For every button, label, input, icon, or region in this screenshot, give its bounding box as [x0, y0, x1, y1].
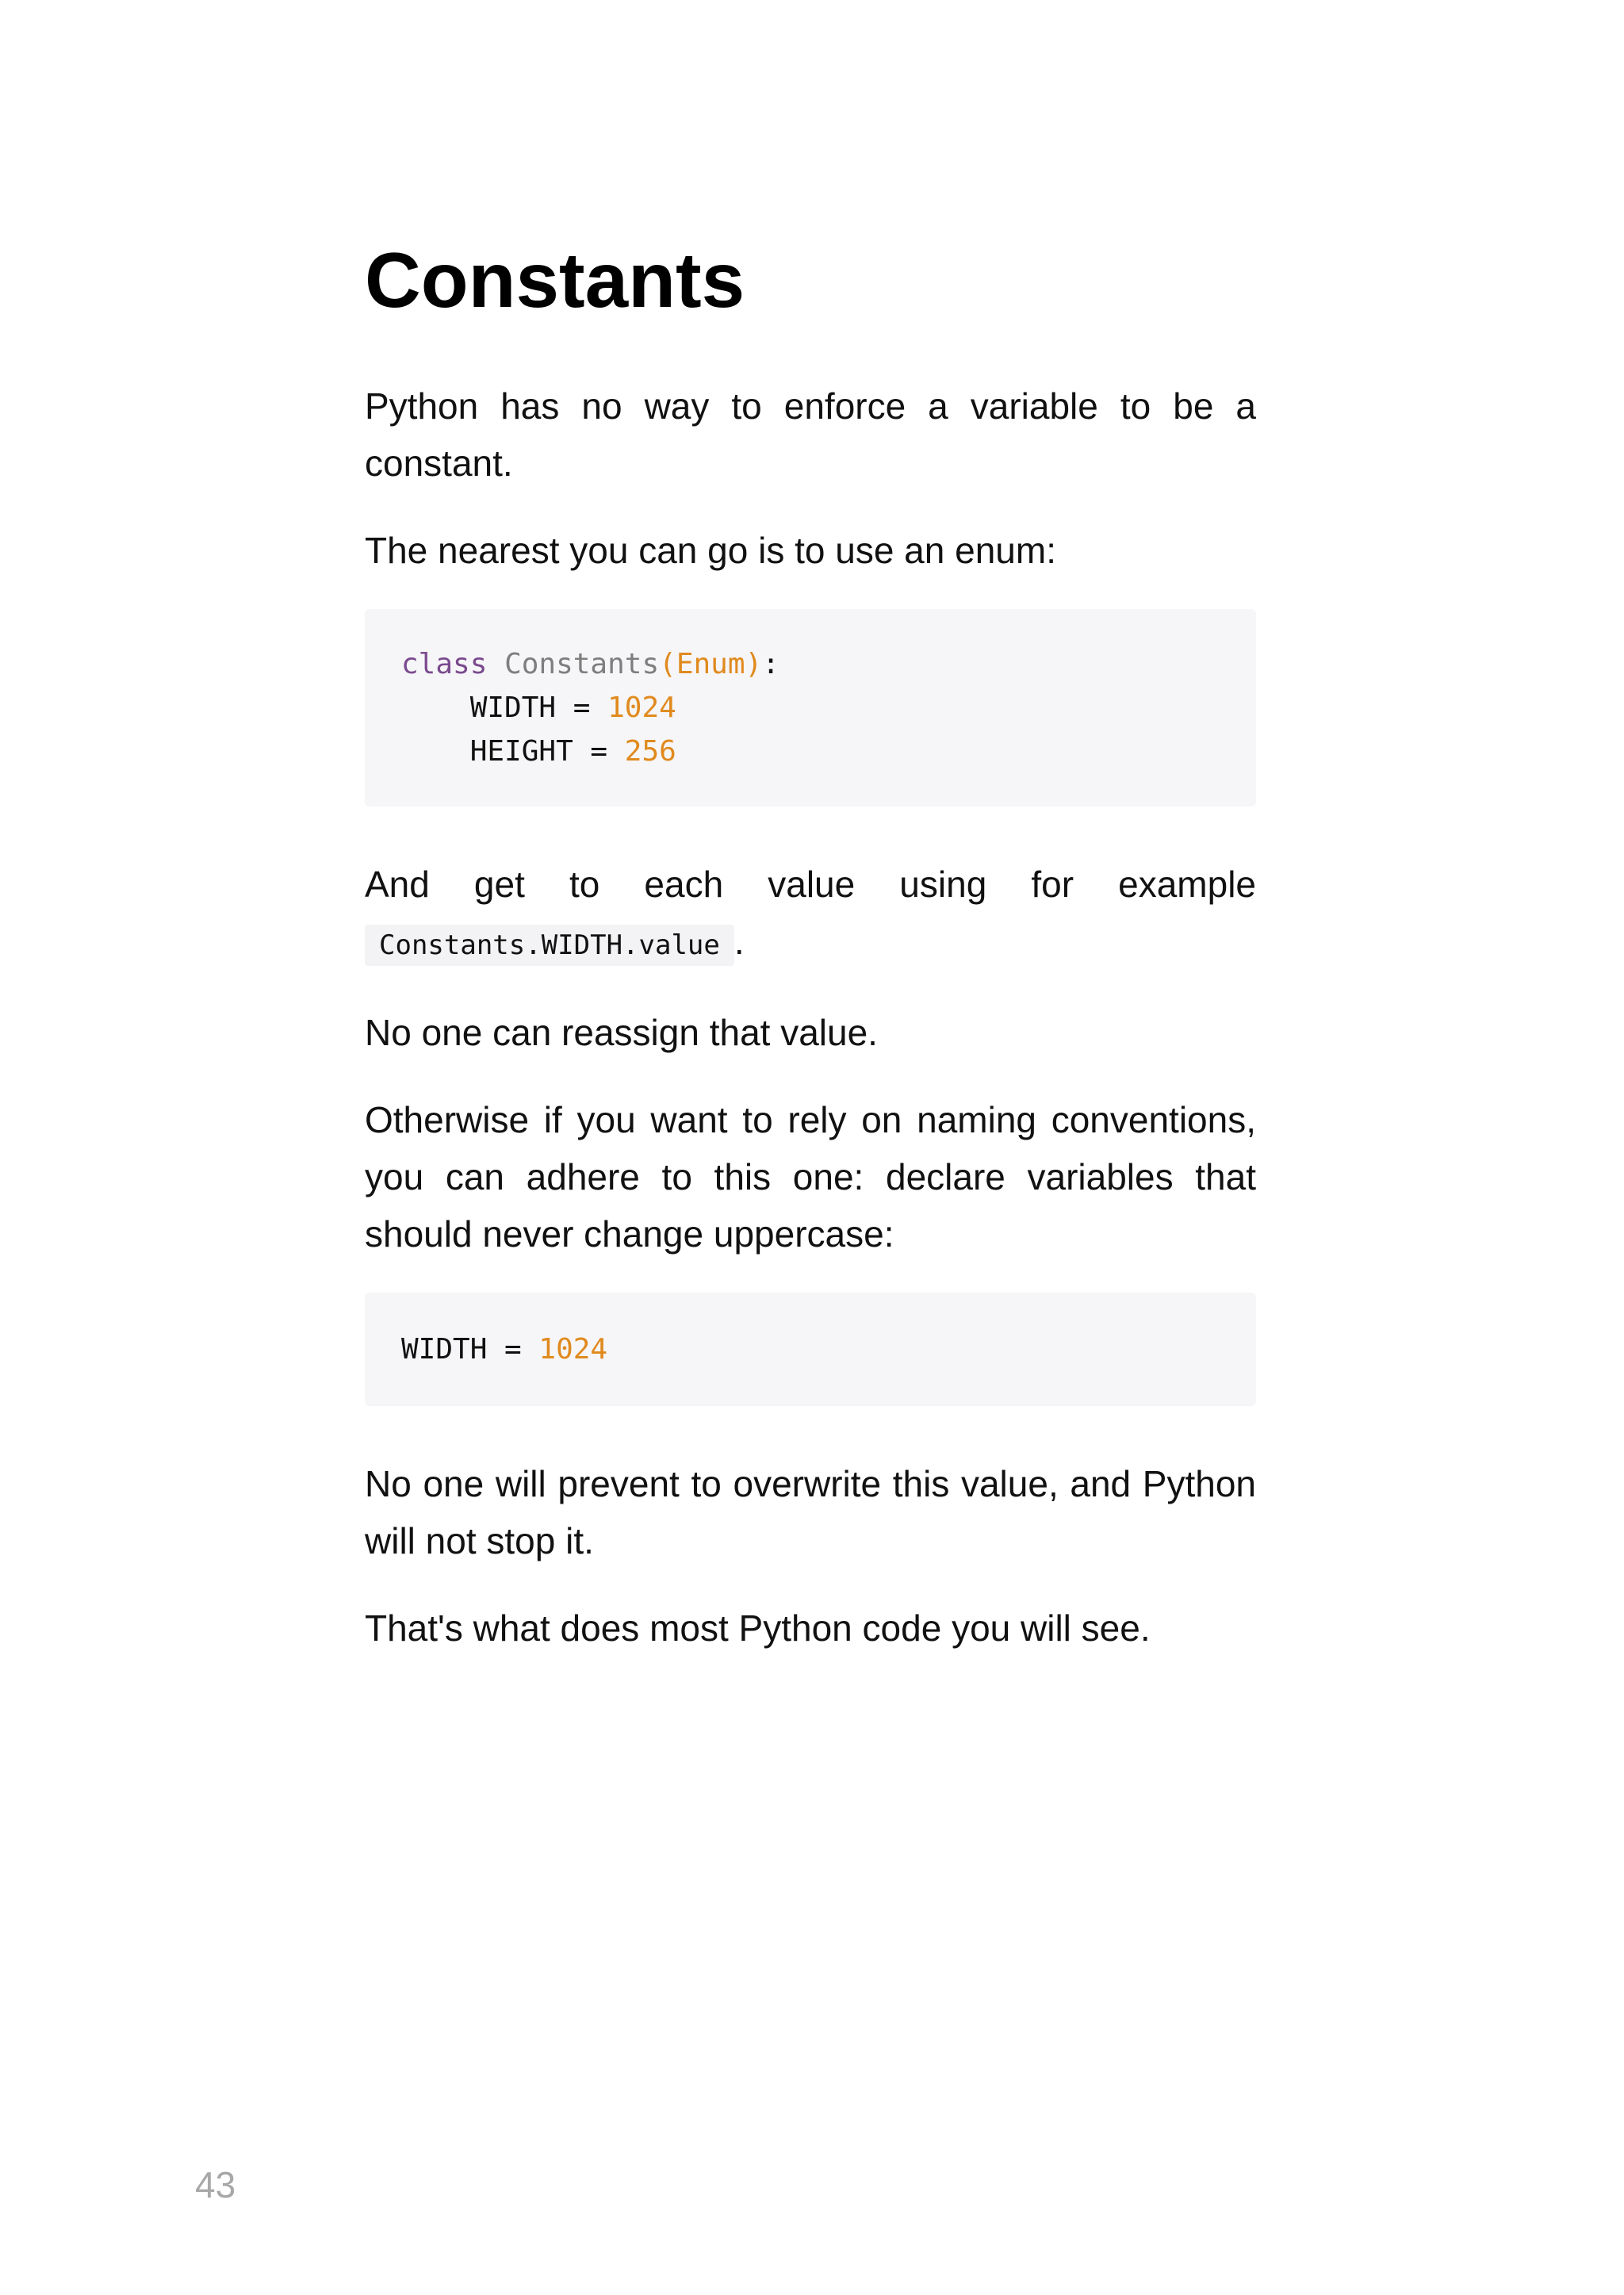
code-width-assign: WIDTH = [401, 1332, 539, 1366]
code-width-value: 1024 [538, 1332, 608, 1366]
paragraph-get-value [365, 856, 1256, 974]
code-keyword-class: class [401, 647, 488, 680]
code-width-assign: WIDTH = [401, 691, 608, 724]
code-colon: : [762, 647, 779, 680]
paragraph-enum-intro: The nearest you can go is to use an enum: [365, 529, 1056, 571]
paragraph-get-value-period: . [733, 920, 745, 962]
page-number: 43 [195, 2164, 236, 2205]
paragraph-no-reassign: No one can reassign that value. [365, 1011, 878, 1053]
page-content [365, 238, 1256, 1687]
page-title: Constants [365, 236, 745, 324]
code-block-enum [365, 609, 1256, 807]
paragraph-naming-conventions: Otherwise if you want to rely on naming conventions, you can adhere to this one: declare variables that should never change uppercase: [365, 1098, 1256, 1255]
code-block-uppercase [365, 1293, 1256, 1406]
paragraph-enforce-constant: Python has no way to enforce a variable to be a constant. [365, 385, 1256, 484]
code-base-class: (Enum) [659, 647, 763, 680]
paragraph-no-prevent: No one will prevent to overwrite this value, and Python will not stop it. [365, 1462, 1256, 1561]
paragraph-most-code: That's what does most Python code you will see. [365, 1607, 1151, 1649]
inline-code-width-value: Constants.WIDTH.value [365, 925, 734, 966]
code-width-value: 1024 [607, 691, 676, 724]
code-class-name: Constants [504, 647, 660, 680]
paragraph-get-value-text: And get to each value using for example [365, 863, 1256, 905]
code-height-value: 256 [624, 734, 676, 768]
code-height-assign: HEIGHT = [401, 734, 625, 768]
